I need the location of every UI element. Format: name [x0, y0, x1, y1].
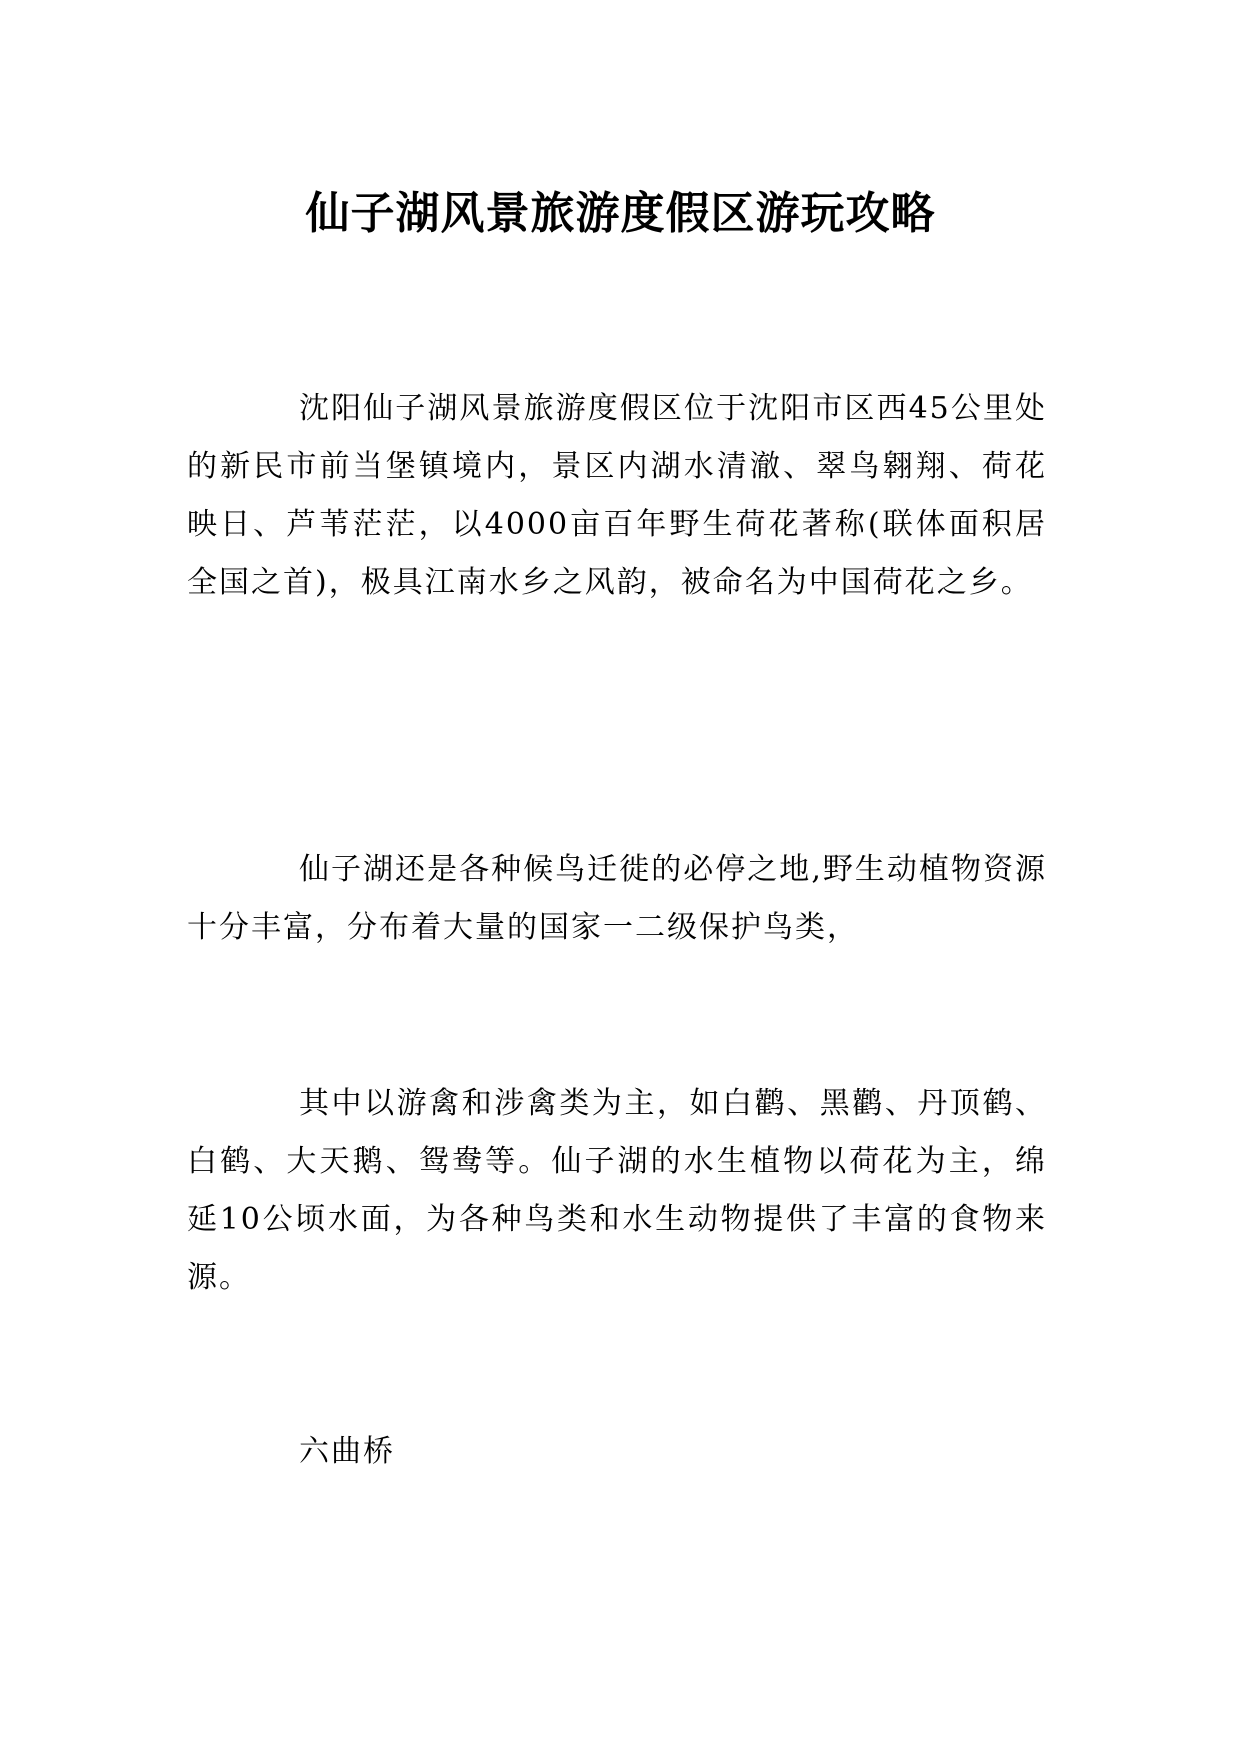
paragraph-intro: 沈阳仙子湖风景旅游度假区位于沈阳市区西45公里处的新民市前当堡镇境内，景区内湖水清澈、翠鸟翱翔、荷花映日、芦苇茫茫，以4000亩百年野生荷花著称(联体面积居全国之首)，极具江南水乡之风韵，被命名为中国荷花之乡。 [187, 391, 1047, 600]
paragraph-migratory-birds: 仙子湖还是各种候鸟迁徙的必停之地,野生动植物资源十分丰富，分布着大量的国家一二级保护鸟类， [187, 852, 1047, 945]
section-heading-six-bend-bridge: 六曲桥 [299, 1434, 395, 1469]
page-title: 仙子湖风景旅游度假区游玩攻略 [305, 188, 936, 240]
paragraph-waterfowl: 其中以游禽和涉禽类为主，如白鹳、黑鹳、丹顶鹤、白鹤、大天鹅、鸳鸯等。仙子湖的水生植物以荷花为主，绵延10公顷水面，为各种鸟类和水生动物提供了丰富的食物来源。 [187, 1086, 1047, 1295]
